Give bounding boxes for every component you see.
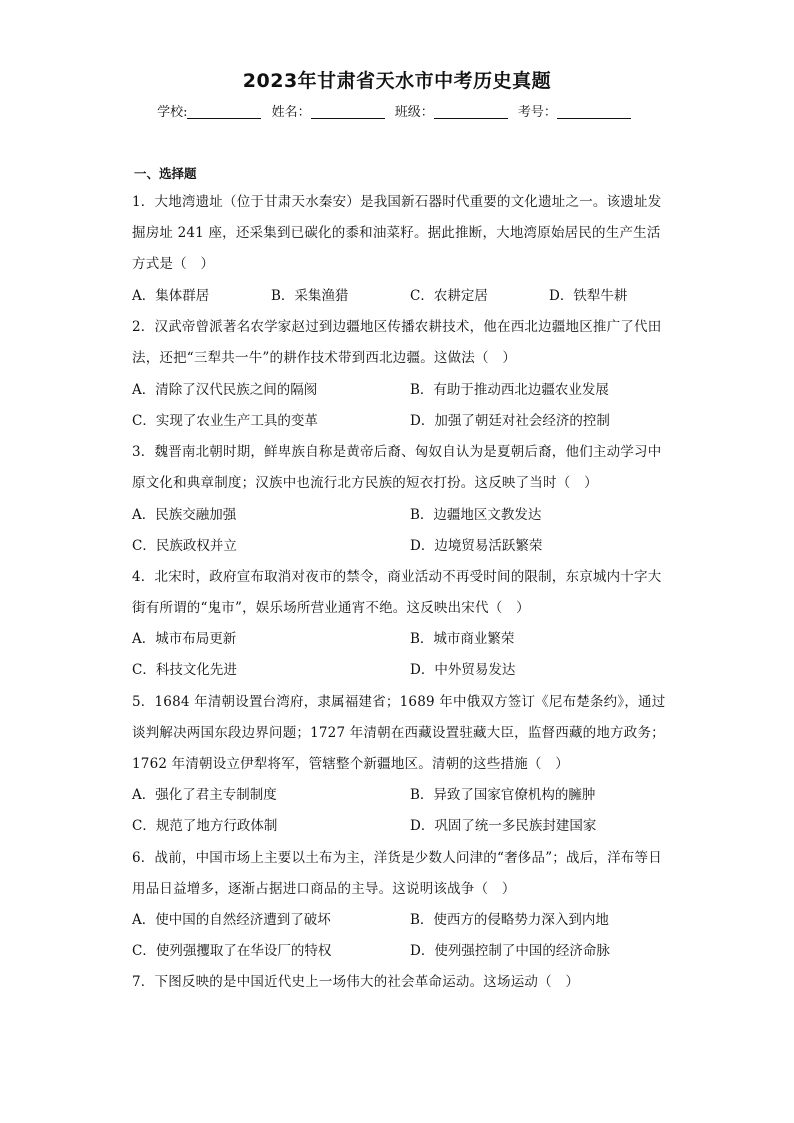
question-6-option-b: B．使西方的侵略势力深入到内地 [410, 912, 609, 928]
exam-number-blank [557, 104, 631, 119]
question-2-option-b: B．有助于推动西北边疆农业发展 [410, 382, 609, 398]
name-label: 姓名： [271, 105, 311, 120]
question-5-option-c: C．规范了地方行政体制 [132, 818, 278, 834]
question-3-option-d: D．边境贸易活跃繁荣 [410, 538, 543, 554]
question-5-stem: 5．1684 年清朝设置台湾府，隶属福建省；1689 年中俄双方签订《尼布楚条约》，通过谈判解决两国东段边界问题；1727 年清朝在西藏设置驻藏大臣，监督西藏的地方政务；1762 年清朝设立伊犁将军，管辖整个新疆地区。清朝的这些措施（ ） [132, 694, 666, 773]
question-2-option-a: A．清除了汉代民族之间的隔阂 [132, 382, 318, 398]
question-1-stem: 1．大地湾遗址（位于甘肃天水秦安）是我国新石器时代重要的文化遗址之一。该遗址发掘房址 241 座，还采集到已碳化的黍和油菜籽。据此推断，大地湾原始居民的生产生活方式是（ ） [132, 194, 662, 273]
question-3-option-a: A．民族交融加强 [132, 507, 237, 523]
question-2-option-c: C．实现了农业生产工具的变革 [132, 413, 318, 429]
question-4-option-d: D．中外贸易发达 [410, 662, 516, 678]
question-3-stem: 3．魏晋南北朝时期，鲜卑族自称是黄帝后裔、匈奴自认为是夏朝后裔，他们主动学习中原文化和典章制度；汉族中也流行北方民族的短衣打扮。这反映了当时（ ） [132, 444, 662, 492]
question-4-stem: 4．北宋时，政府宣布取消对夜市的禁令，商业活动不再受时间的限制，东京城内十字大街有所谓的“鬼市”，娱乐场所营业通宵不绝。这反映出宋代（ ） [132, 569, 662, 617]
section-heading: 一、选择题 [134, 166, 197, 181]
student-info-line [0, 101, 794, 120]
question-1-option-d: D．铁犁牛耕 [549, 288, 628, 304]
question-3-option-b: B．边疆地区文教发达 [410, 507, 542, 523]
school-label: 学校: [157, 105, 188, 120]
question-4-option-a: A．城市布局更新 [132, 631, 237, 647]
question-6-option-d: D．使列强控制了中国的经济命脉 [410, 943, 610, 959]
class-label: 班级： [394, 105, 434, 120]
question-5-option-d: D．巩固了统一多民族封建国家 [410, 818, 597, 834]
question-1-option-b: B．采集渔猎 [271, 288, 349, 304]
class-blank [434, 104, 508, 119]
question-1-option-a: A．集体群居 [132, 288, 210, 304]
question-4-option-c: C．科技文化先进 [132, 662, 237, 678]
school-blank [187, 104, 261, 119]
question-4-option-b: B．城市商业繁荣 [410, 631, 515, 647]
question-6-stem: 6．战前，中国市场上主要以土布为主，洋货是少数人问津的“奢侈品”；战后，洋布等日用品日益增多，逐渐占据进口商品的主导。这说明该战争（ ） [132, 850, 662, 898]
question-6-option-a: A．使中国的自然经济遭到了破坏 [132, 912, 331, 928]
document-title: 2023年甘肃省天水市中考历史真题 [242, 70, 552, 92]
question-5-option-b: B．异致了国家官僚机构的臃肿 [410, 787, 596, 803]
question-2-option-d: D．加强了朝廷对社会经济的控制 [410, 413, 610, 429]
question-3-option-c: C．民族政权并立 [132, 538, 237, 554]
question-2-stem: 2．汉武帝曾派著名农学家赵过到边疆地区传播农耕技术，他在西北边疆地区推广了代田法，还把“三犁共一牛”的耕作技术带到西北边疆。这做法（ ） [132, 319, 662, 367]
question-6-option-c: C．使列强攫取了在华设厂的特权 [132, 943, 332, 959]
name-blank [311, 104, 385, 119]
question-7-stem: 7．下图反映的是中国近代史上一场伟大的社会革命运动。这场运动（ ） [132, 974, 580, 990]
question-5-option-a: A．强化了君主专制制度 [132, 787, 277, 803]
question-1-option-c: C．农耕定居 [410, 288, 488, 304]
exam-number-label: 考号： [517, 105, 557, 120]
